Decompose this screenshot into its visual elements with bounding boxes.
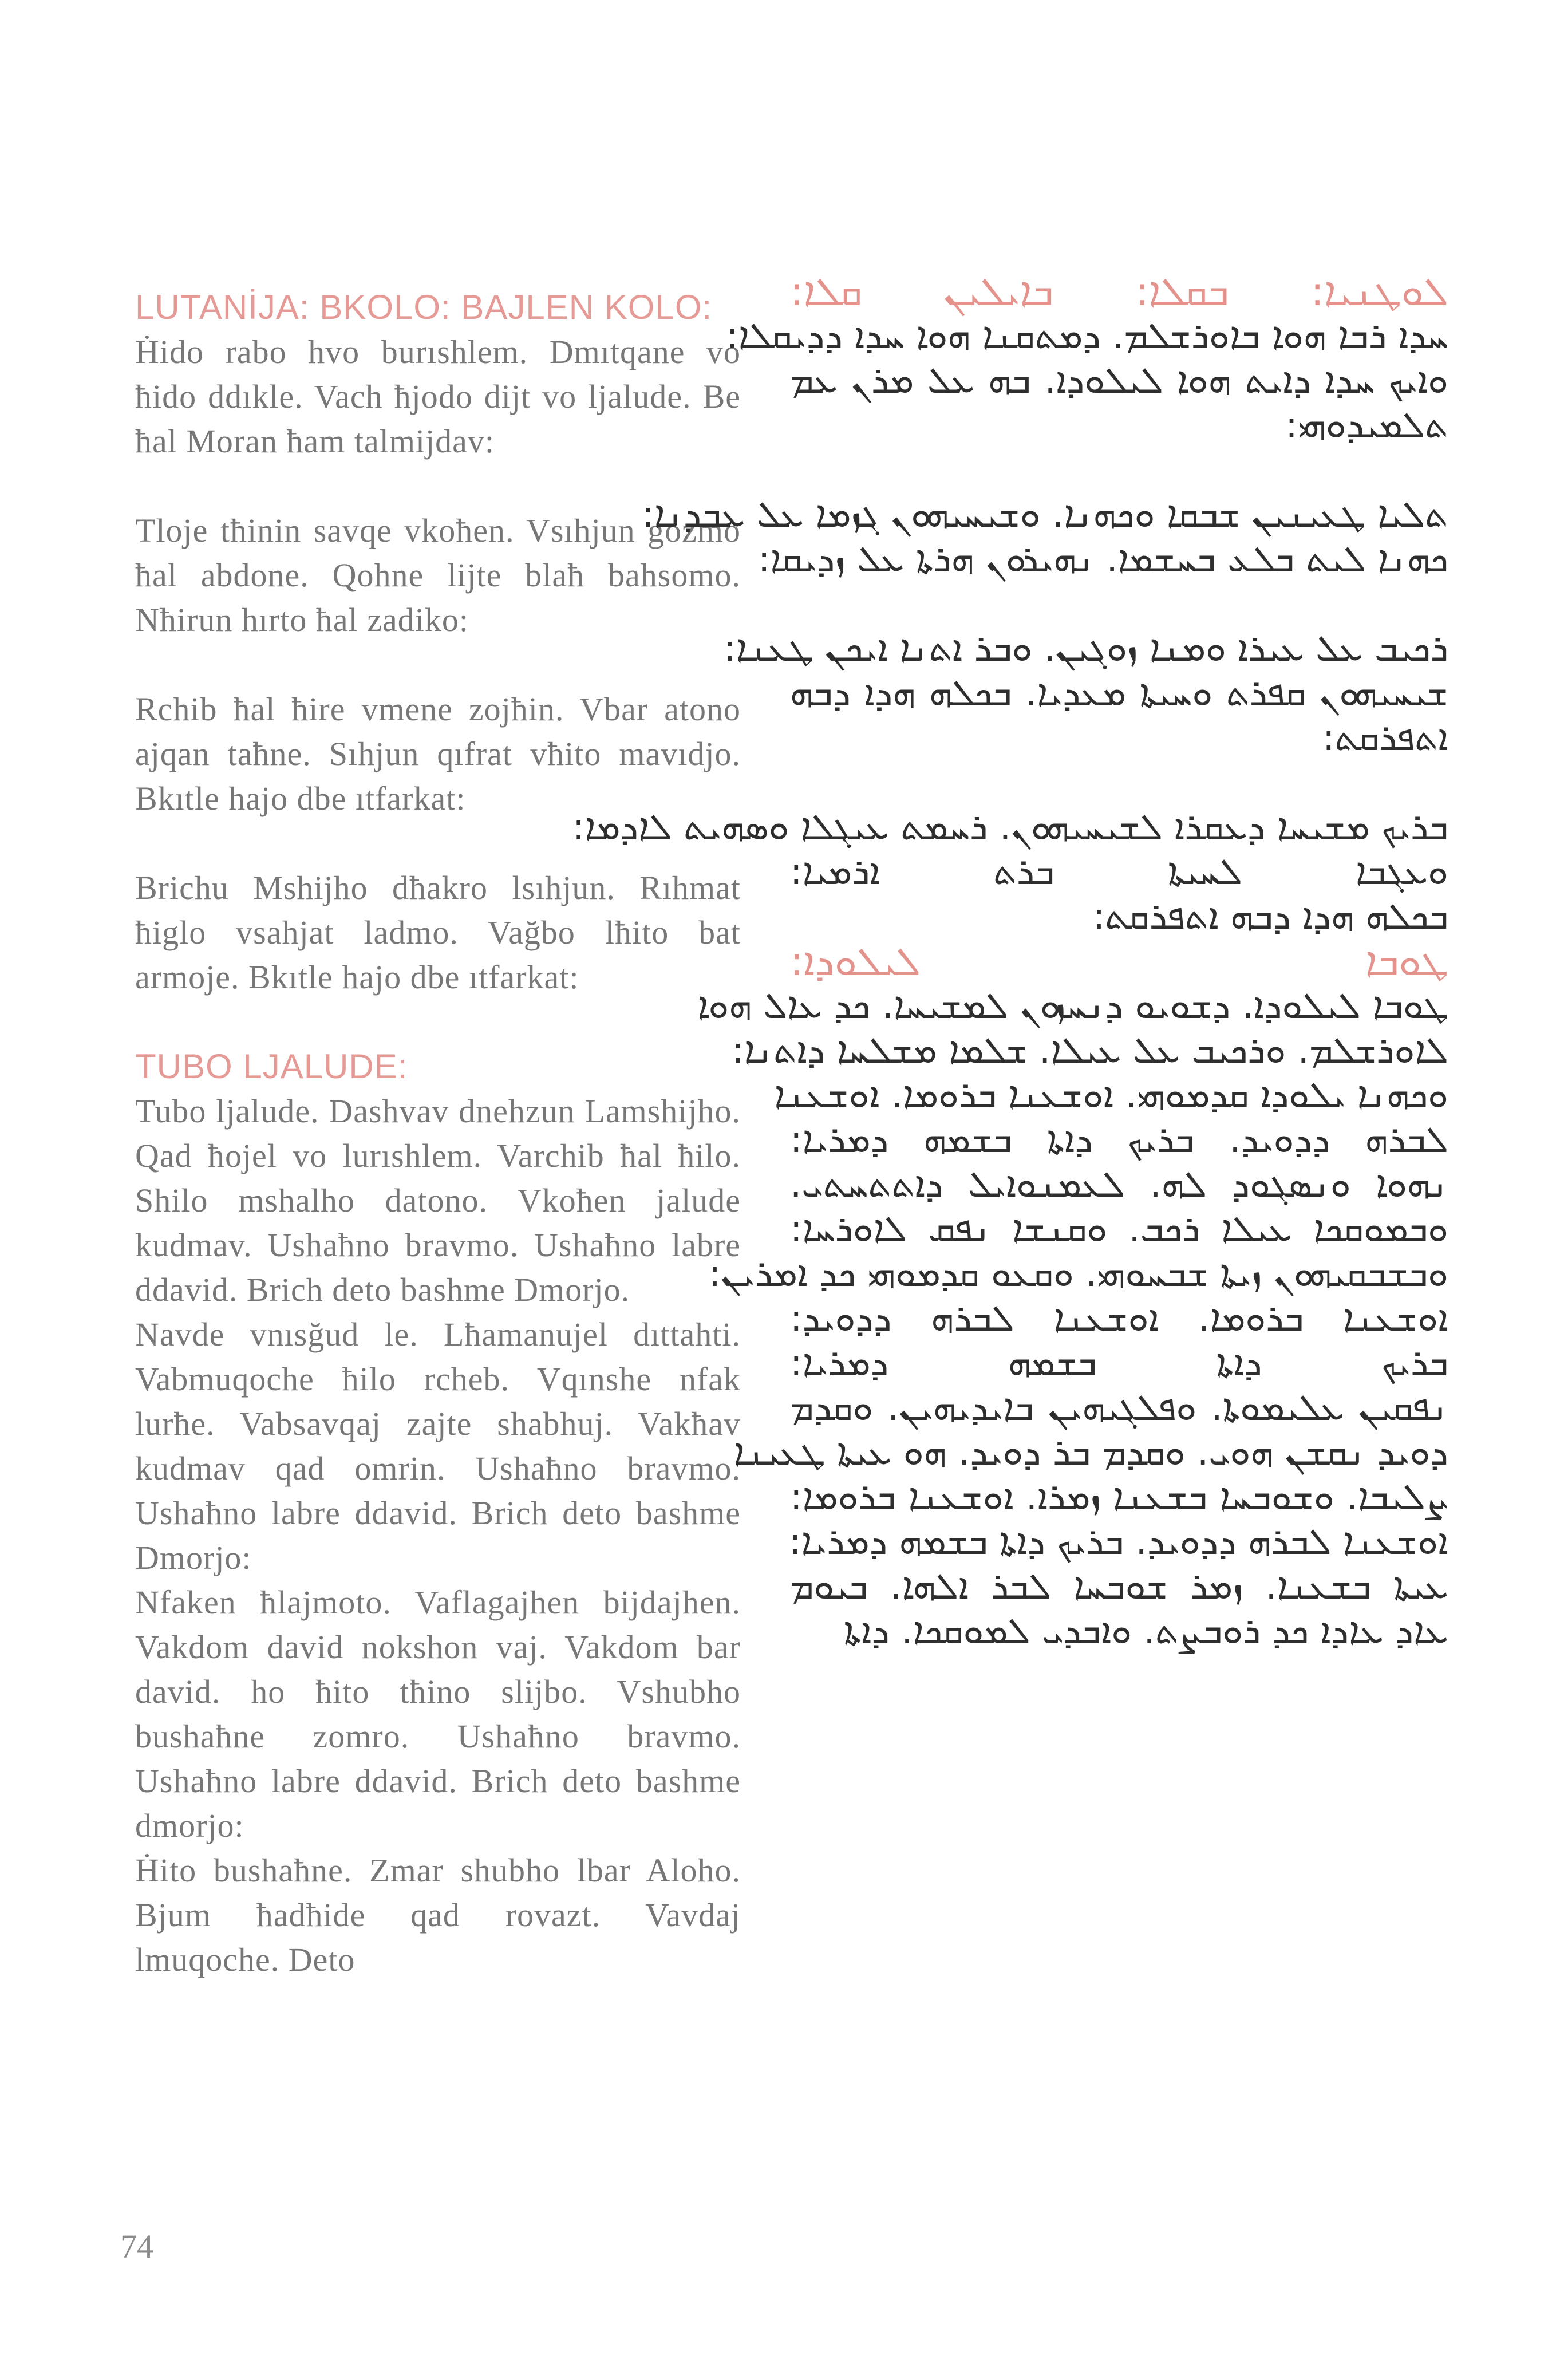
syriac-line: ܘܥܓܒܐ ܠܚܝܬܐ ܒܪܬ ܐܪܡܝܐ: [790, 851, 1448, 893]
latin-transliteration-column [135, 285, 741, 1982]
syriac-line: ܟܗܢܐ ܠܝܬ ܒܠܥ ܒܚܫܡܐ. ܢܗܝܪܘܢ ܗܪܬܐ ܥܠ ܙܕܝܩܐ: [757, 538, 1448, 581]
syriac-line: ܠܒܪܗ ܕܕܘܝܕ. ܒܪܝܟ ܕܐܬܐ ܒܫܡܗ ܕܡܪܝܐ: [790, 1119, 1448, 1161]
latin-paragraph-2: Tloje tħinin savqe vkoħen. Vsıhjun gozmo ħal abdone. Qohne lijte blaħ bahsomo. Nħirun hırto ħal zadiko: [135, 512, 741, 638]
syriac-block-3 [724, 626, 1448, 760]
latin-paragraph-6: Navde vnısğud le. Lħamanujel dıttahti. Vabmuqoche ħilo rcheb. Vqınshe nfak lurħe. Vabsavqaj zajte shabhuj. Vakħav kudmav qad omrin. Ushaħno bravmo. Ushaħno labre ddavid. Brich deto bashme Dmorjo: [135, 1316, 741, 1576]
syriac-line: ܛܘܒܐ ܠܝܠܘܕܐ. ܕܫܘܝܘ ܕܢܚܙܘܢ ܠܡܫܝܚܐ. ܟܕ ܥܐܠ ܗܘܐ [697, 985, 1448, 1027]
syriac-line: ܠܘܛܢܝܐ: ܒܩܠܐ: ܒܐܝܠܝܢ ܩܠܐ: [790, 268, 1448, 315]
syriac-line: ܬܠܝܐ ܛܥܝܢܝܢ ܫܒܩܐ ܘܟܗܢܐ. ܘܫܝܚܝܗܘܢ ܓܙܡܐ ܥܠ ܥܒܕܢܐ: [642, 494, 1448, 536]
syriac-line: ܘܒܫܒܩܝܗܘܢ ܙܝܬܐ ܫܒܚܘܗܝ. ܘܩܥܘ ܩܕܡܘܗܝ ܟܕ ܐܡܪܝܢ: [708, 1253, 1448, 1295]
syriac-line: ܥܐܕ ܥܐܕܐ ܟܕ ܪܘܒܨܬ. ܘܐܒܕܝ ܠܡܘܩܟܐ. ܕܐܬܐ [843, 1610, 1448, 1652]
section-heading-litany: LUTANİJA: BKOLO: BAJLEN KOLO: [135, 288, 713, 326]
syriac-line: ܢܦܩܝܢ ܥܠܝܡܘܬܐ. ܘܦܠܓܝܗܝܢ ܒܐܝܕܝܗܝܢ. ܘܩܕܡ [790, 1387, 1448, 1429]
syriac-line: ܕܘܝܕ ܢܩܫܢ ܗܘܝ. ܘܩܕܡ ܒܪ ܕܘܝܕ. ܗܘ ܥܝܬܐ ܛܥܝܢܐ [733, 1431, 1448, 1474]
syriac-line: ܥܝܬܐ ܒܫܥܢܐ. ܙܡܪ ܫܘܒܚܐ ܠܒܪ ܐܠܗܐ. ܒܝܘܡ [790, 1565, 1448, 1608]
syriac-line: ܨܠܝܒܐ. ܘܫܘܒܚܐ ܒܫܥܢܐ ܙܡܪܐ. ܐܘܫܥܢܐ ܒܪܘܡܐ: [790, 1476, 1448, 1518]
syriac-line: ܠܐܘܪܫܠܡ. ܘܪܟܝܒ ܥܠ ܥܝܠܐ. ܫܠܡܐ ܡܫܠܚܐ ܕܐܬܢܐ: [732, 1029, 1448, 1072]
paragraph-gap [790, 582, 1448, 626]
syriac-line: ܘܐܝܟ ܚܕܐ ܕܐܝܬ ܗܘܐ ܠܝܠܘܕܐ. ܒܗ ܥܠ ܡܪܢ ܥܡ [790, 360, 1448, 402]
latin-paragraph-3: Rchib ħal ħire vmene zojħin. Vbar atono ajqan taħne. Sıhjun qıfrat vħito mavıdjo. Bkıtle hajo dbe ıtfarkat: [135, 691, 741, 817]
paragraph-gap [135, 642, 741, 687]
syriac-line: ܒܟܠܗ ܗܕܐ ܕܒܗ ܐܬܦܪܩܬ: [1092, 895, 1448, 938]
syriac-line: ܫܝܚܝܗܘܢ ܩܦܪܬ ܘܚܝܬܐ ܡܥܕܝܐ. ܒܟܠܗ ܗܕܐ ܕܒܗ [790, 672, 1448, 715]
syriac-line: ܛܘܒܐ ܠܝܠܘܕܐ: [790, 938, 1448, 985]
paragraph-gap [790, 448, 1448, 492]
syriac-line: ܘܟܗܢܐ ܝܠܘܕܐ ܩܕܡܘܗܝ. ܐܘܫܥܢܐ ܒܪܘܡܐ. ܐܘܫܥܢܐ [774, 1074, 1448, 1117]
syriac-line: ܒܪܝܟ ܡܫܝܚܐ ܕܥܩܪܐ ܠܫܝܚܝܗܘܢ. ܪܚܡܬ ܥܝܓܠܐ ܘܣܗܝܬ ܠܐܕܡܐ: [572, 806, 1448, 849]
latin-paragraph-1: Ḣido rabo hvo burıshlem. Dmıtqane vo ħido ddıkle. Vach ħjodo dijt vo ljalude. Be ħal Moran ħam talmijdav: [135, 333, 741, 460]
syriac-block-4 [572, 805, 1448, 939]
paragraph-gap [135, 1000, 741, 1044]
syriac-line: ܢܗܘܐ ܘܢܣܓܘܕ ܠܗ. ܠܥܡܢܘܐܝܠ ܕܐܬܬܚܬܝ. [790, 1163, 1448, 1206]
syriac-line: ܐܬܦܪܩܬ: [1322, 717, 1448, 759]
latin-paragraph-7: Nfaken ħlajmoto. Vaflagajhen bijdajhen. Vakdom david nokshon vaj. Vakdom bar david. ho ħito tħino slijbo. Vshubho bushaħne zomro. Ushaħno bravmo. Ushaħno labre ddavid. Brich deto bashme dmorjo: [135, 1584, 741, 1844]
latin-paragraph-8: Ḣito bushaħne. Zmar shubho lbar Aloho. Bjum ħadħide qad rovazt. Vavdaj lmuqoche. Deto [135, 1852, 741, 1978]
syriac-line: ܒܪܝܟ ܕܐܬܐ ܒܫܡܗ ܕܡܪܝܐ: [790, 1342, 1448, 1384]
syriac-line: ܐܘܫܥܢܐ ܠܒܪܗ ܕܕܘܝܕ. ܒܪܝܟ ܕܐܬܐ ܒܫܡܗ ܕܡܪܝܐ: [788, 1521, 1448, 1563]
syriac-line: ܐܘܫܥܢܐ ܒܪܘܡܐ. ܐܘܫܥܢܐ ܠܒܪܗ ܕܕܘܝܕ: [790, 1297, 1448, 1340]
syriac-block-1 [726, 268, 1448, 448]
syriac-line: ܪܟܝܒ ܥܠ ܥܝܪܐ ܘܡܢܐ ܙܘܓܝܢ. ܘܒܪ ܐܬܢܐ ܐܝܟܢ ܛܥܢܐ: [724, 628, 1448, 670]
paragraph-gap [790, 760, 1448, 805]
syriac-block-5 [697, 938, 1448, 1654]
latin-paragraph-4: Brichu Mshijho dħakro lsıhjun. Rıhmat ħiglo vsahjat ladmo. Vağbo lħito bat armoje. Bkıtle hajo dbe ıtfarkat: [135, 869, 741, 996]
syriac-line: ܘܒܡܘܩܟܐ ܥܝܠܐ ܪܟܒ. ܘܩܢܫܐ ܢܦܩ ܠܐܘܪܚܐ: [790, 1208, 1448, 1250]
syriac-line: ܚܕܐ ܪܒܐ ܗܘܐ ܒܐܘܪܫܠܡ. ܕܡܬܩܢܐ ܗܘܐ ܚܕܐ ܕܕܝܩܠܐ: [726, 315, 1448, 357]
section-heading-tubo-ljalude: TUBO LJALUDE: [135, 1047, 408, 1086]
page-number: 74 [120, 2228, 153, 2265]
syriac-block-2 [642, 492, 1448, 582]
latin-paragraph-5: Tubo ljalude. Dashvav dnehzun Lamshijho. Qad ħojel vo lurıshlem. Varchib ħal ħilo. Shilo mshalho datono. Vkoħen jalude kudmav. Ushaħno bravmo. Ushaħno labre ddavid. Brich deto bashme Dmorjo. [135, 1092, 741, 1308]
syriac-line: ܬܠܡܝܕܘܗܝ: [1285, 404, 1448, 447]
syriac-script-column [572, 268, 1448, 1654]
